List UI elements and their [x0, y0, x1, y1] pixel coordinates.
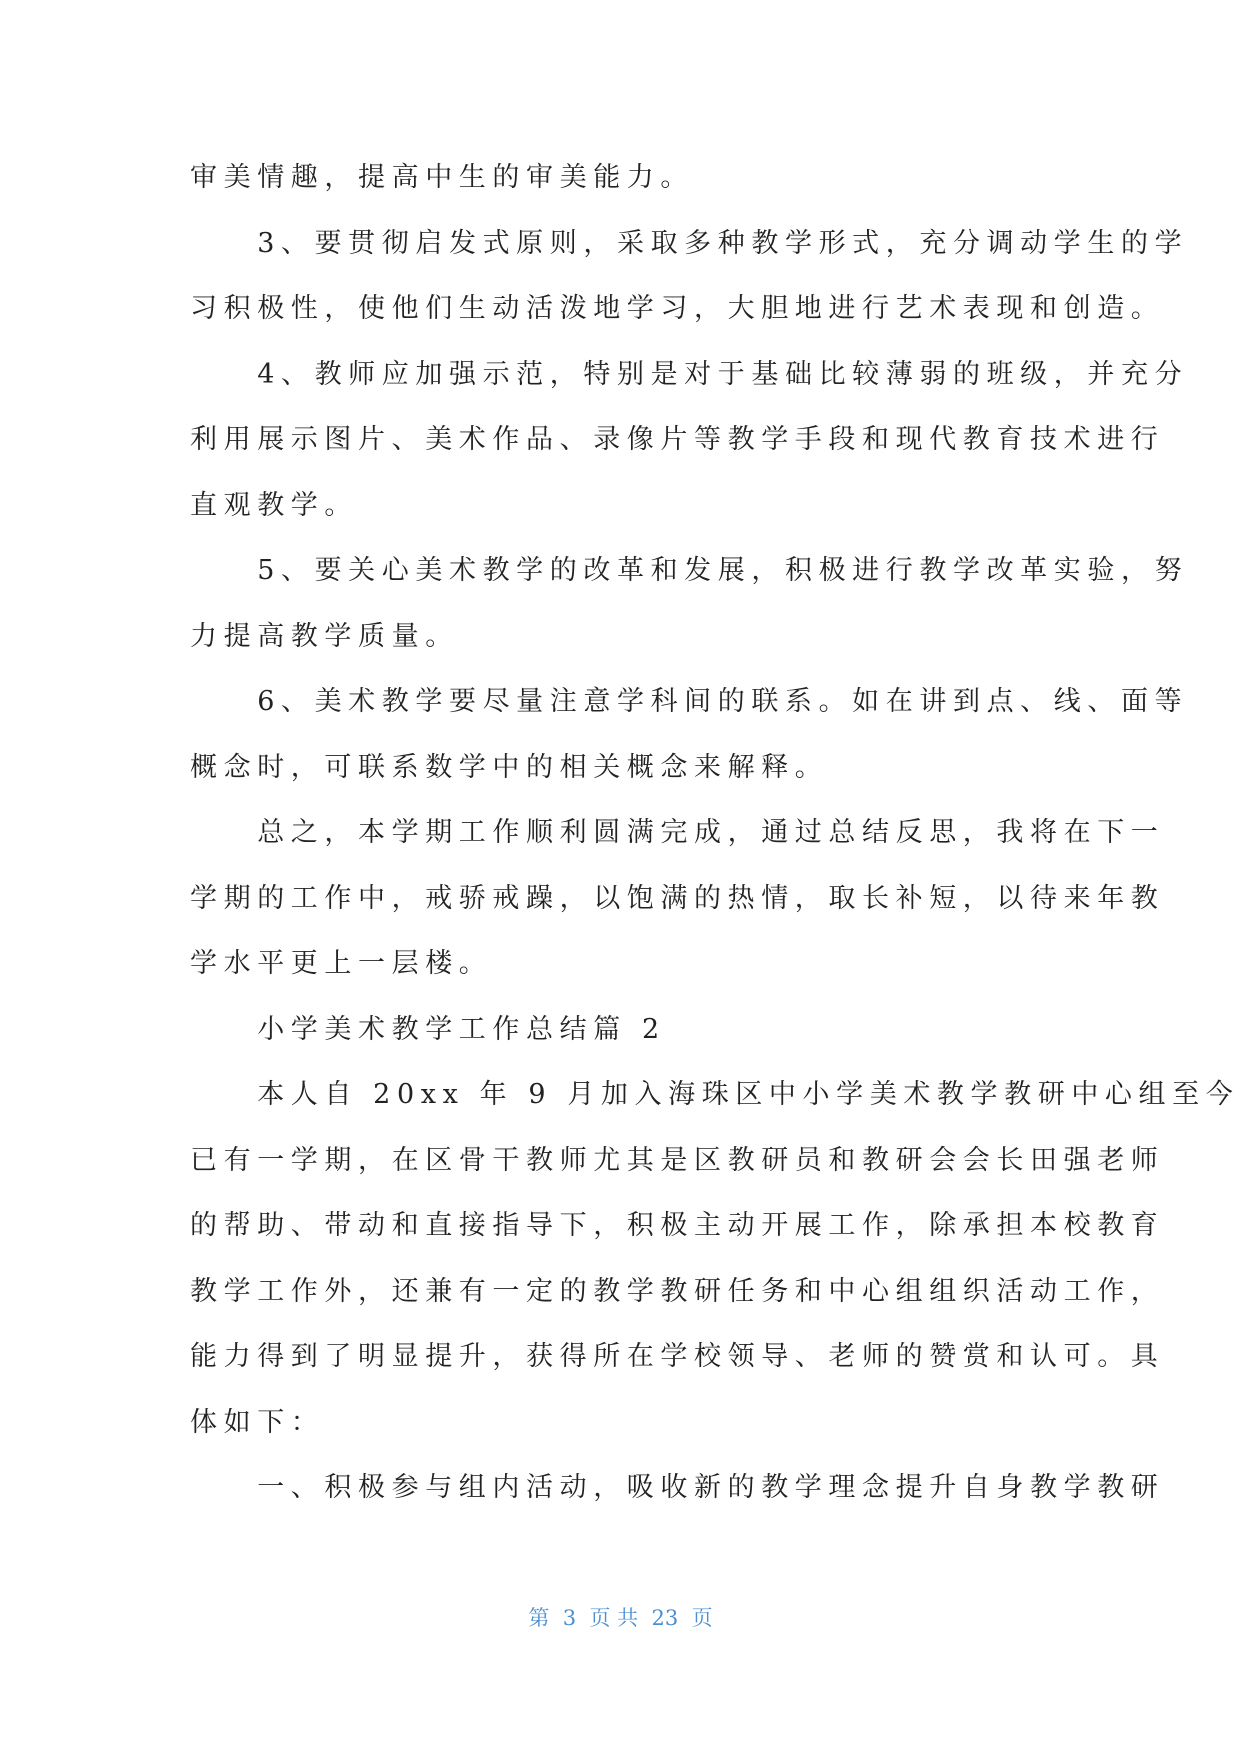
- text-line: 本人自 20xx 年 9 月加入海珠区中小学美术教学教研中心组至今: [190, 1079, 1240, 1110]
- text-line: 能力得到了明显提升，获得所在学校领导、老师的赞赏和认可。具: [190, 1341, 1165, 1372]
- text-line: 6、美术教学要尽量注意学科间的联系。如在讲到点、线、面等: [190, 686, 1189, 717]
- text-line: 力提高教学质量。: [190, 621, 459, 652]
- text-line: 4、教师应加强示范，特别是对于基础比较薄弱的班级，并充分: [190, 359, 1189, 390]
- text-line: 一、积极参与组内活动，吸收新的教学理念提升自身教学教研: [190, 1472, 1165, 1503]
- text-line: 审美情趣，提高中生的审美能力。: [190, 162, 694, 193]
- text-line: 概念时，可联系数学中的相关概念来解释。: [190, 752, 829, 783]
- text-line: 体如下：: [190, 1407, 325, 1438]
- text-line: 学水平更上一层楼。: [190, 948, 493, 979]
- text-line: 学期的工作中，戒骄戒躁，以饱满的热情，取长补短，以待来年教: [190, 883, 1165, 914]
- section-heading: 小学美术教学工作总结篇 2: [190, 1014, 666, 1045]
- text-line: 利用展示图片、美术作品、录像片等教学手段和现代教育技术进行: [190, 424, 1165, 455]
- page-number-footer: 第 3 页 共 23 页: [528, 1606, 713, 1630]
- text-line: 直观教学。: [190, 490, 358, 521]
- text-line: 习积极性，使他们生动活泼地学习，大胆地进行艺术表现和创造。: [190, 293, 1165, 324]
- text-line: 5、要关心美术教学的改革和发展，积极进行教学改革实验，努: [190, 555, 1189, 586]
- text-line: 的帮助、带动和直接指导下，积极主动开展工作，除承担本校教育: [190, 1210, 1165, 1241]
- text-line: 总之，本学期工作顺利圆满完成，通过总结反思，我将在下一: [190, 817, 1165, 848]
- text-line: 已有一学期，在区骨干教师尤其是区教研员和教研会会长田强老师: [190, 1145, 1165, 1176]
- text-line: 3、要贯彻启发式原则，采取多种教学形式，充分调动学生的学: [190, 228, 1189, 259]
- text-line: 教学工作外，还兼有一定的教学教研任务和中心组组织活动工作，: [190, 1276, 1165, 1307]
